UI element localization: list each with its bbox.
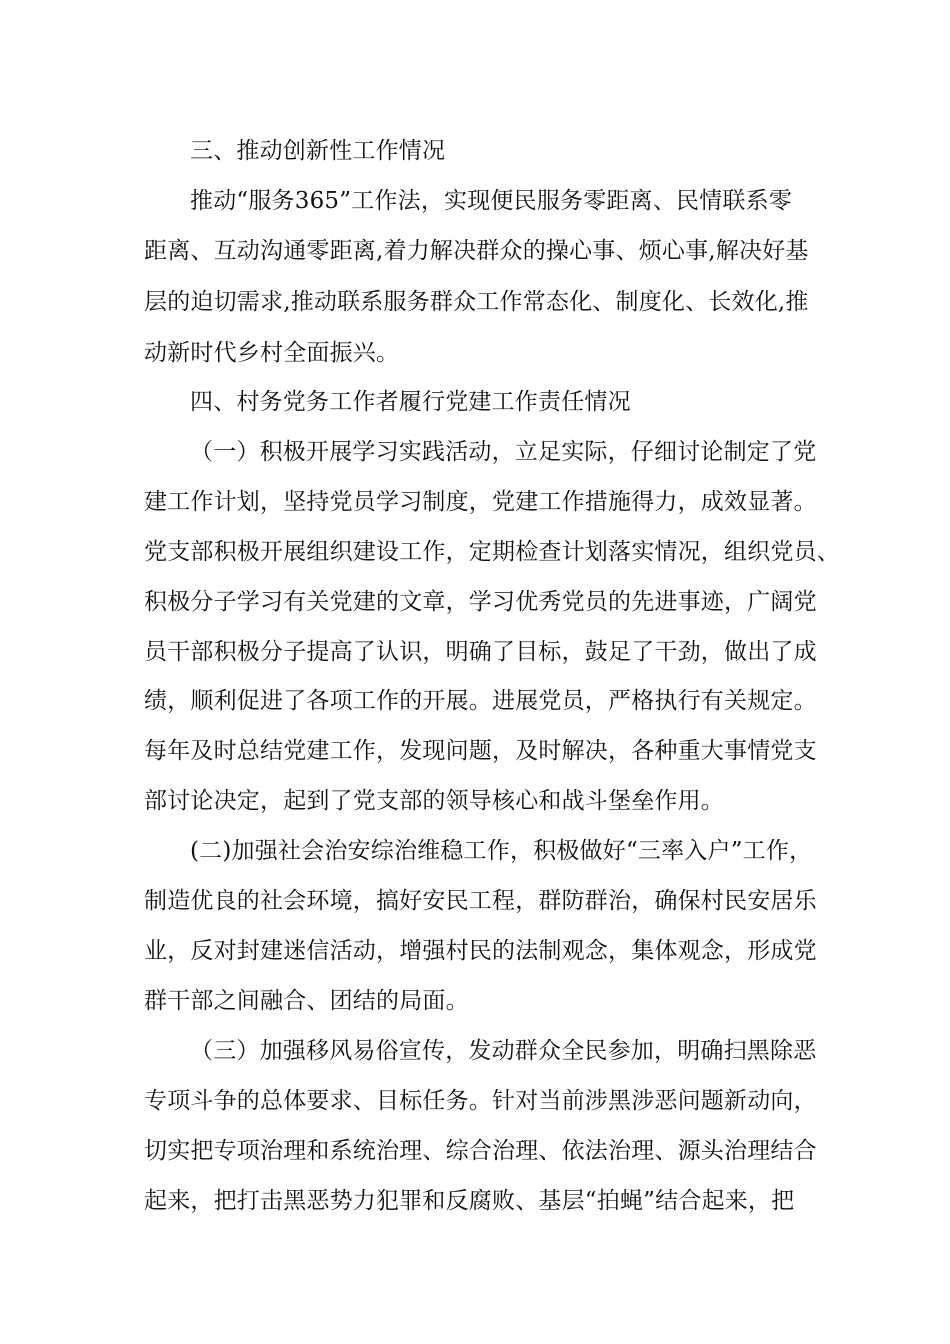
paragraph-line: 部讨论决定，起到了党支部的领导核心和战斗堡垒作用。: [144, 788, 724, 814]
heading-section-4: 四、村务党务工作者履行党建工作责任情况: [190, 389, 631, 415]
paragraph-line: （一）积极开展学习实践活动，立足实际，仔细讨论制定了党: [190, 439, 817, 465]
paragraph-line: 每年及时总结党建工作，发现问题，及时解决，各种重大事情党支: [144, 738, 817, 764]
paragraph-line: 层的迫切需求,推动联系服务群众工作常态化、制度化、长效化,推: [144, 289, 809, 315]
paragraph-line: 群干部之间融合、团结的局面。: [144, 988, 469, 1014]
paragraph-line: 专项斗争的总体要求、目标任务。针对当前涉黑涉恶问题新动向，: [144, 1088, 817, 1114]
paragraph-line: 绩，顺利促进了各项工作的开展。进展党员，严格执行有关规定。: [144, 688, 817, 714]
paragraph-line: 起来，把打击黑恶势力犯罪和反腐败、基层“拍蝇”结合起来，把: [144, 1188, 795, 1214]
heading-section-3: 三、推动创新性工作情况: [190, 138, 446, 164]
paragraph-line: 距离、互动沟通零距离,着力解决群众的操心事、烦心事,解决好基: [144, 238, 809, 264]
paragraph-line: 业，反对封建迷信活动，增强村民的法制观念，集体观念，形成党: [144, 938, 817, 964]
paragraph-line: 制造优良的社会环境，搞好安民工程，群防群治，确保村民安居乐: [144, 888, 817, 914]
paragraph-line: (二)加强社会治安综治维稳工作，积极做好“三率入户”工作，: [190, 838, 813, 864]
paragraph-line: 党支部积极开展组织建设工作，定期检查计划落实情况，组织党员、: [144, 539, 840, 565]
paragraph-line: 员干部积极分子提高了认识，明确了目标，鼓足了干劲，做出了成: [144, 639, 817, 665]
paragraph-line: 积极分子学习有关党建的文章，学习优秀党员的先进事迹，广阔党: [144, 589, 817, 615]
paragraph-line: 切实把专项治理和系统治理、综合治理、依法治理、源头治理结合: [144, 1138, 817, 1164]
paragraph-line: 建工作计划，坚持党员学习制度，党建工作措施得力，成效显著。: [144, 489, 817, 515]
paragraph-line: 推动“服务365”工作法，实现便民服务零距离、民情联系零: [190, 188, 793, 214]
paragraph-line: 动新时代乡村全面振兴。: [144, 340, 400, 366]
paragraph-line: （三）加强移风易俗宣传，发动群众全民参加，明确扫黑除恶: [190, 1038, 817, 1064]
